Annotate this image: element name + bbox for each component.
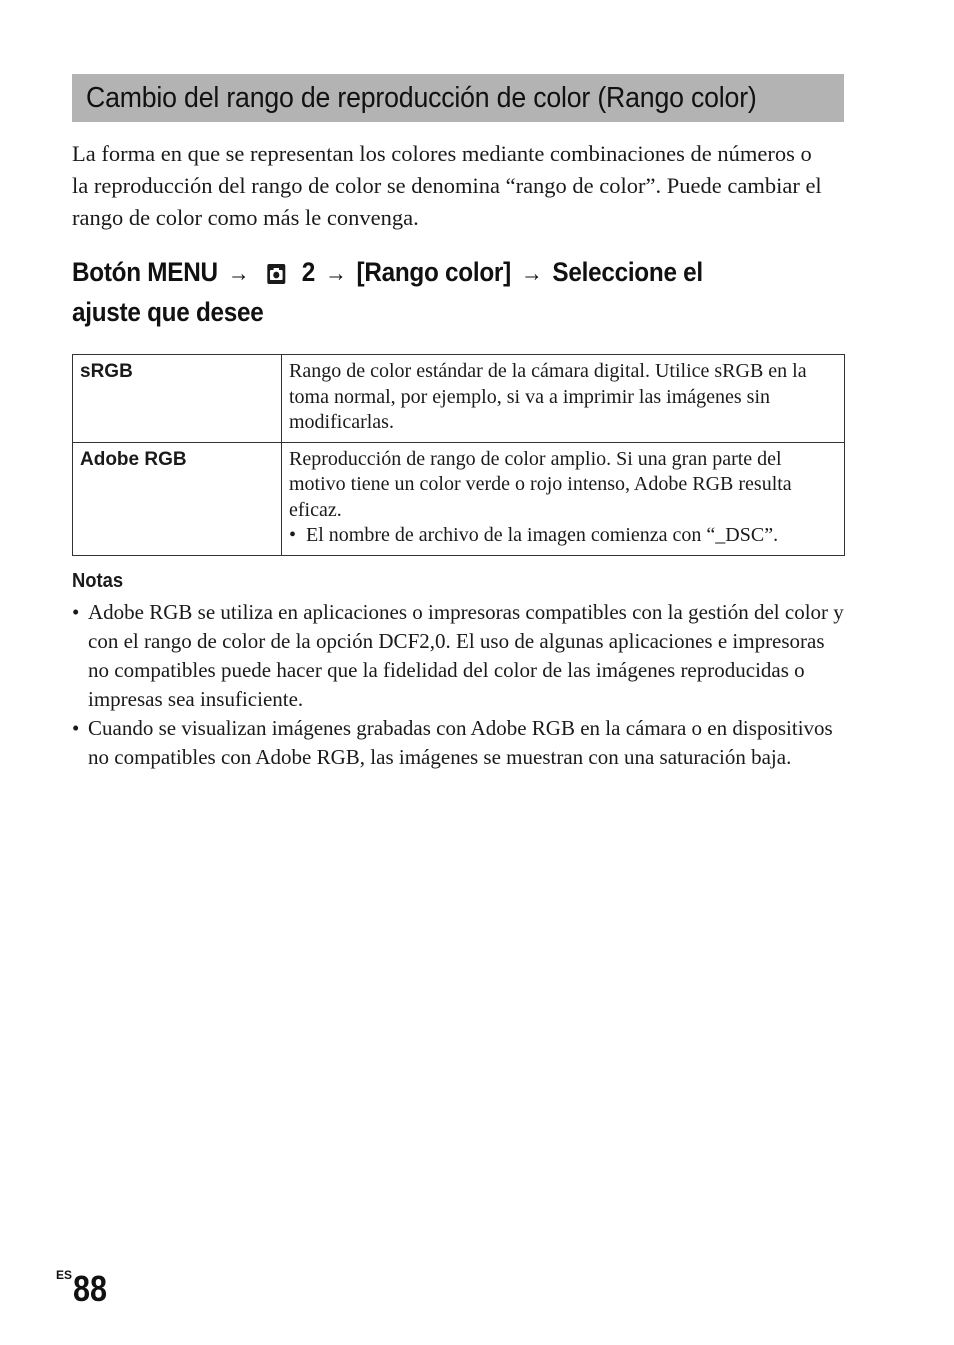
list-item <box>72 598 847 714</box>
section-title: Cambio del rango de reproducción de color (Rango color) <box>86 81 757 114</box>
section-title-bar <box>72 74 844 122</box>
note-text: Cuando se visualizan imágenes grabadas con Adobe RGB en la cámara o en dispositivos no compatibles con Adobe RGB, las imágenes se muestran con una saturación baja. <box>88 716 833 769</box>
page-number-value: 88 <box>73 1268 108 1309</box>
table-row <box>73 442 845 555</box>
note-text: Adobe RGB se utiliza en aplicaciones o impresoras compatibles con la gestión del color y con el rango de color de la opción DCF2,0. El uso de algunas aplicaciones e impresoras no compatibles puede hacer que la fidelidad del color de las imágenes reproducidas o impresas sea insuficiente. <box>88 600 844 711</box>
option-name: Adobe RGB <box>73 442 282 555</box>
bullet-icon: • <box>72 716 80 740</box>
arrow-icon: → <box>521 260 543 287</box>
option-bullet: • El nombre de archivo de la imagen comienza con “_DSC”. <box>289 524 779 546</box>
arrow-icon: → <box>227 260 250 287</box>
table-row <box>73 355 845 443</box>
option-description-text: Reproducción de rango de color amplio. Si una gran parte del motivo tiene un color verde o rojo intenso, Adobe RGB resulta eficaz. <box>289 447 792 521</box>
menu-path-instruction <box>72 254 774 330</box>
menu-path-end: Seleccione el ajuste que desee <box>72 257 703 327</box>
notes-heading: Notas <box>72 570 124 592</box>
option-description <box>282 442 845 555</box>
bullet-icon: • <box>72 600 80 624</box>
camera-icon <box>265 258 288 294</box>
language-code: ES <box>56 1268 73 1282</box>
options-table <box>72 354 845 556</box>
menu-path-start: Botón MENU <box>72 257 218 287</box>
intro-paragraph: La forma en que se representan los colores mediante combinaciones de números o la reproducción del rango de color se denomina “rango de color”. Puede cambiar el rango de color como más le convenga. <box>72 141 822 230</box>
option-description <box>282 355 845 443</box>
list-item <box>72 714 847 772</box>
menu-path-item: [Rango color] <box>356 257 511 287</box>
page-number <box>56 1268 113 1310</box>
option-description-text: Rango de color estándar de la cámara digital. Utilice sRGB en la toma normal, por ejemplo, si va a imprimir las imágenes sin modificarlas. <box>289 360 807 433</box>
option-name: sRGB <box>73 355 282 443</box>
arrow-icon: → <box>325 260 347 287</box>
option-bullet-text: El nombre de archivo de la imagen comienza con “_DSC”. <box>306 524 779 546</box>
notes-list <box>72 598 847 772</box>
menu-path-tab: 2 <box>301 257 315 287</box>
